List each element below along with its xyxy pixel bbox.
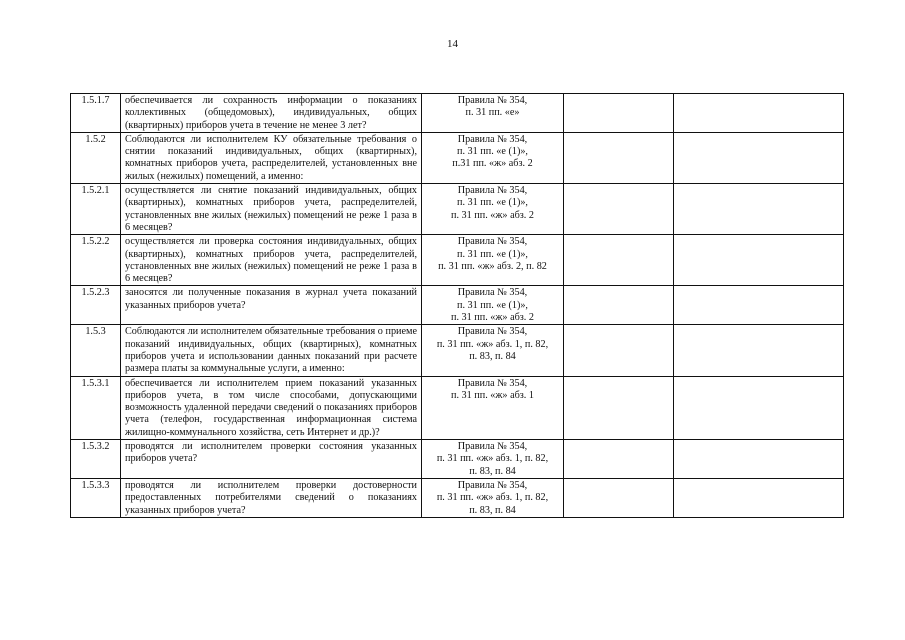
notes-cell xyxy=(674,235,844,286)
item-number-cell: 1.5.1.7 xyxy=(71,94,121,133)
answer-cell xyxy=(564,184,674,235)
answer-cell xyxy=(564,376,674,439)
checklist-table xyxy=(70,93,844,518)
question-cell: обеспечивается ли сохранность информации о показаниях коллективных (общедомовых), индивидуальных, общих (квартирных) приборов учета в течение не менее 3 лет? xyxy=(121,94,422,133)
notes-cell xyxy=(674,440,844,479)
answer-cell xyxy=(564,235,674,286)
question-cell: Соблюдаются ли исполнителем КУ обязательные требования о снятии показаний индивидуальных, общих (квартирных), комнатных приборов учета, распределителей, установленных вне жилых (нежилых) помещений, а именно: xyxy=(121,132,422,183)
question-cell: проводятся ли исполнителем проверки состояния указанных приборов учета? xyxy=(121,440,422,479)
legal-reference-cell: Правила № 354, п. 31 пп. «е (1)», п. 31 пп. «ж» абз. 2 xyxy=(422,286,564,325)
question-cell: проводятся ли исполнителем проверки достоверности предоставленных потребителями сведений о показаниях указанных приборов учета? xyxy=(121,478,422,517)
table-row xyxy=(71,94,844,133)
legal-reference-cell: Правила № 354, п. 31 пп. «ж» абз. 1, п. 82, п. 83, п. 84 xyxy=(422,440,564,479)
question-cell: Соблюдаются ли исполнителем обязательные требования о приеме показаний индивидуальных, общих (квартирных), комнатных приборов учета и использовании данных показаний при расчете размера платы за коммунальные услуги, а именно: xyxy=(121,325,422,376)
legal-reference-cell: Правила № 354, п. 31 пп. «е (1)», п. 31 пп. «ж» абз. 2 xyxy=(422,184,564,235)
table-row xyxy=(71,286,844,325)
notes-cell xyxy=(674,286,844,325)
question-cell: осуществляется ли снятие показаний индивидуальных, общих (квартирных), комнатных приборов учета, распределителей, установленных вне жилых (нежилых) помещений не реже 1 раза в 6 месяцев? xyxy=(121,184,422,235)
table-row xyxy=(71,376,844,439)
table-row xyxy=(71,235,844,286)
legal-reference-cell: Правила № 354, п. 31 пп. «е» xyxy=(422,94,564,133)
answer-cell xyxy=(564,325,674,376)
notes-cell xyxy=(674,132,844,183)
item-number-cell: 1.5.3 xyxy=(71,325,121,376)
legal-reference-cell: Правила № 354, п. 31 пп. «е (1)», п. 31 пп. «ж» абз. 2, п. 82 xyxy=(422,235,564,286)
notes-cell xyxy=(674,376,844,439)
item-number-cell: 1.5.3.2 xyxy=(71,440,121,479)
table-row xyxy=(71,325,844,376)
notes-cell xyxy=(674,184,844,235)
notes-cell xyxy=(674,478,844,517)
table-row xyxy=(71,184,844,235)
answer-cell xyxy=(564,132,674,183)
legal-reference-cell: Правила № 354, п. 31 пп. «ж» абз. 1, п. 82, п. 83, п. 84 xyxy=(422,325,564,376)
item-number-cell: 1.5.2.2 xyxy=(71,235,121,286)
legal-reference-cell: Правила № 354, п. 31 пп. «ж» абз. 1, п. 82, п. 83, п. 84 xyxy=(422,478,564,517)
table-row xyxy=(71,132,844,183)
notes-cell xyxy=(674,94,844,133)
item-number-cell: 1.5.2 xyxy=(71,132,121,183)
table-body xyxy=(71,94,844,518)
question-cell: обеспечивается ли исполнителем прием показаний указанных приборов учета, в том числе способами, допускающими возможность удаленной передачи сведений о показаниях приборов учета (телефон, государственная информационная система жилищно-коммунального хозяйства, сеть Интернет и др.)? xyxy=(121,376,422,439)
item-number-cell: 1.5.3.1 xyxy=(71,376,121,439)
item-number-cell: 1.5.3.3 xyxy=(71,478,121,517)
answer-cell xyxy=(564,478,674,517)
answer-cell xyxy=(564,286,674,325)
question-cell: заносятся ли полученные показания в журнал учета показаний указанных приборов учета? xyxy=(121,286,422,325)
question-cell: осуществляется ли проверка состояния индивидуальных, общих (квартирных), комнатных приборов учета, распределителей, установленных вне жилых (нежилых) помещений не реже 1 раза в 6 месяцев? xyxy=(121,235,422,286)
page-number: 14 xyxy=(447,38,458,50)
table-row xyxy=(71,478,844,517)
item-number-cell: 1.5.2.1 xyxy=(71,184,121,235)
item-number-cell: 1.5.2.3 xyxy=(71,286,121,325)
table-row xyxy=(71,440,844,479)
legal-reference-cell: Правила № 354, п. 31 пп. «ж» абз. 1 xyxy=(422,376,564,439)
answer-cell xyxy=(564,94,674,133)
notes-cell xyxy=(674,325,844,376)
legal-reference-cell: Правила № 354, п. 31 пп. «е (1)», п.31 пп. «ж» абз. 2 xyxy=(422,132,564,183)
answer-cell xyxy=(564,440,674,479)
